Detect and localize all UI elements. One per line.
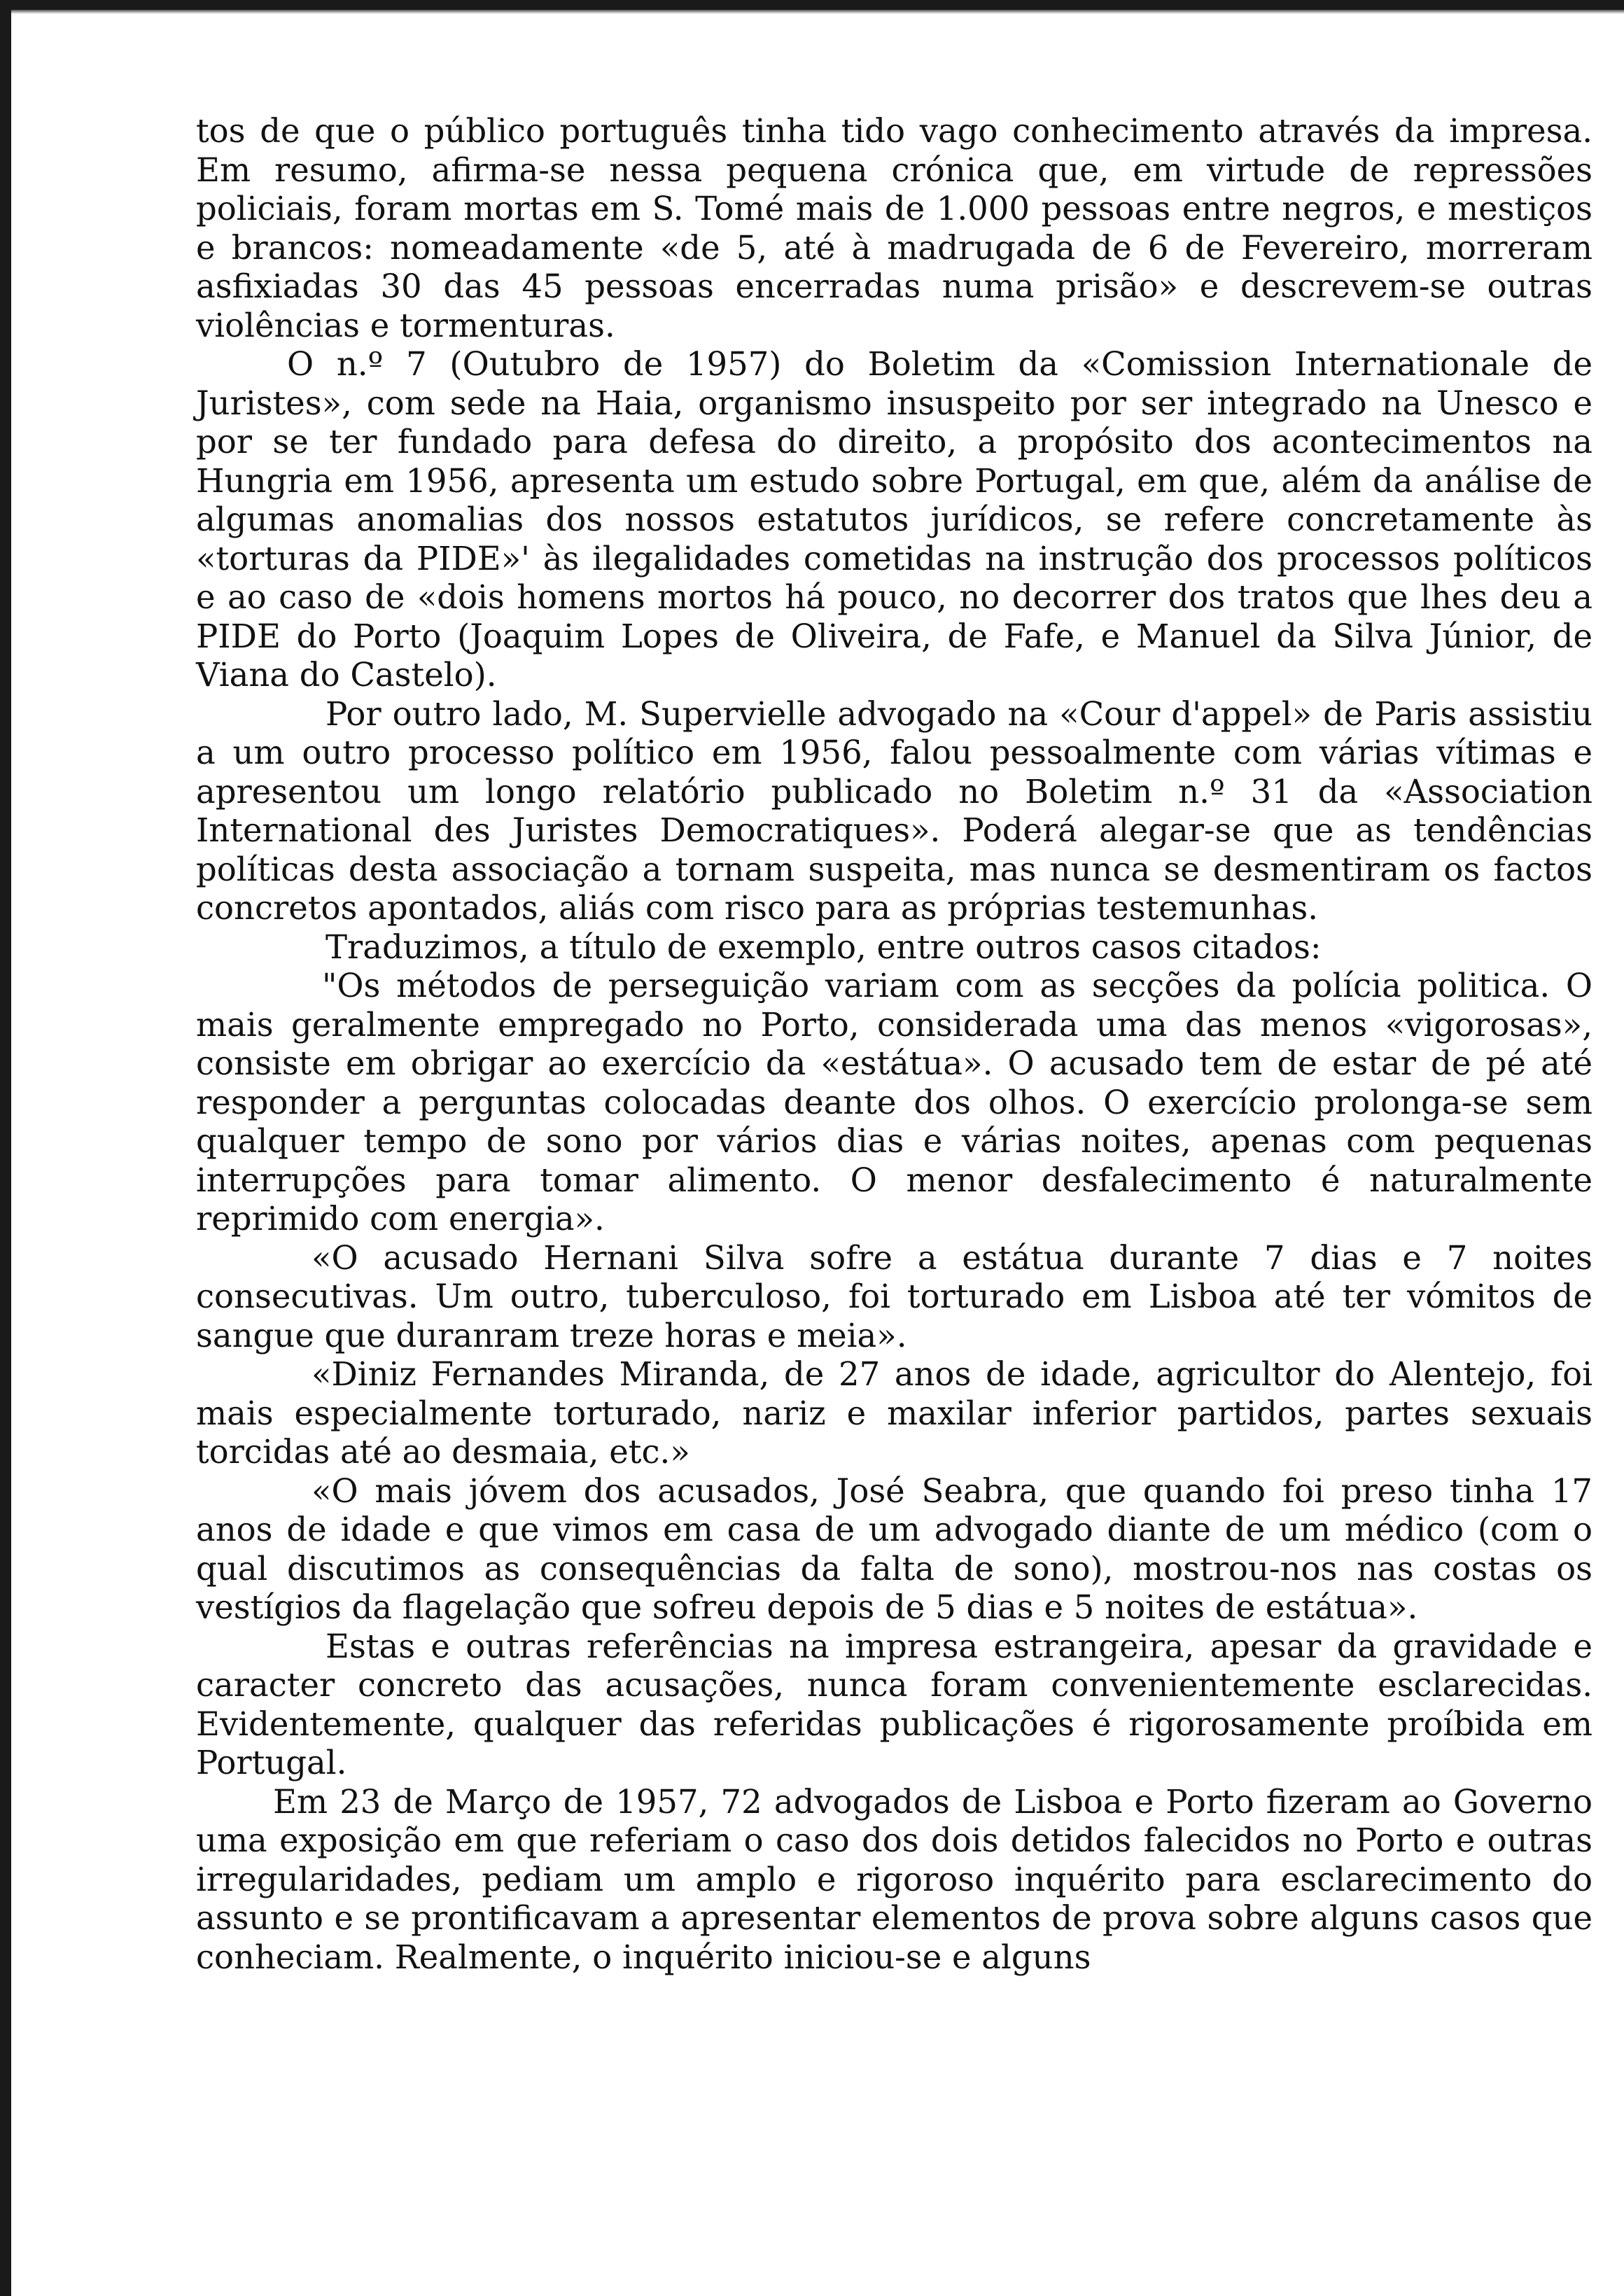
scan-border-shadow	[0, 10, 1624, 14]
scan-border-top	[0, 0, 1624, 10]
paragraph-1: tos de que o público português tinha tido vago conhecimento através da impresa. Em resumo, afirma-se nessa pequena crónica que, em virtude de repressões policiais, foram mortas em S. Tomé mais de 1.000 pessoas entre negros, e mestiços e brancos: nomeadamente «de 5, até à madrugada de 6 de Fevereiro, morreram asfixiadas 30 das 45 pessoas encerradas numa prisão» e descrevem-se outras violências e tormenturas.	[196, 112, 1592, 344]
paragraph-7: «Diniz Fernandes Miranda, de 27 anos de idade, agricultor do Alentejo, foi mais especialmente torturado, nariz e maxilar inferior partidos, partes sexuais torcidas até ao desmaia, etc.»	[196, 1355, 1592, 1471]
scan-border-left	[0, 0, 11, 2296]
paragraph-8: «O mais jóvem dos acusados, José Seabra, que quando foi preso tinha 17 anos de idade e que vimos em casa de um advogado diante de um médico (com o qual discutimos as consequências da falta de sono), mostrou-nos nas costas os vestígios da flagelação que sofreu depois de 5 dias e 5 noites de estátua».	[196, 1471, 1592, 1626]
paragraph-3: Por outro lado, M. Supervielle advogado na «Cour d'appel» de Paris assistiu a um outro processo político em 1956, falou pessoalmente com várias vítimas e apresentou um longo relatório publicado no Boletim n.º 31 da «Association International des Juristes Democratiques». Poderá alegar-se que as tendências políticas desta associação a tornam suspeita, mas nunca se desmentiram os factos concretos apontados, aliás com risco para as próprias testemunhas.	[196, 694, 1592, 927]
paragraph-5: "Os métodos de perseguição variam com as secções da polícia politica. O mais geralmente empregado no Porto, considerada uma das menos «vigorosas», consiste em obrigar ao exercício da «estátua». O acusado tem de estar de pé até responder a perguntas colocadas deante dos olhos. O exercício prolonga-se sem qualquer tempo de sono por vários dias e várias noites, apenas com pequenas interrupções para tomar alimento. O menor desfalecimento é naturalmente reprimido com energia».	[196, 967, 1592, 1238]
paragraph-6: «O acusado Hernani Silva sofre a estátua durante 7 dias e 7 noites consecutivas. Um outro, tuberculoso, foi torturado em Lisboa até ter vómitos de sangue que duranram treze horas e meia».	[196, 1238, 1592, 1354]
paragraph-9: Estas e outras referências na impresa estrangeira, apesar da gravidade e caracter concreto das acusações, nunca foram convenientemente esclarecidas. Evidentemente, qualquer das referidas publicações é rigorosamente proíbida em Portugal.	[196, 1627, 1592, 1782]
paragraph-2: O n.º 7 (Outubro de 1957) do Boletim da «Comission Internationale de Juristes», com sede na Haia, organismo insuspeito por ser integrado na Unesco e por se ter fundado para defesa do direito, a propósito dos acontecimentos na Hungria em 1956, apresenta um estudo sobre Portugal, em que, além da análise de algumas anomalias dos nossos estatutos jurídicos, se refere concretamente às «torturas da PIDE»' às ilegalidades cometidas na instrução dos processos políticos e ao caso de «dois homens mortos há pouco, no decorrer dos tratos que lhes deu a PIDE do Porto (Joaquim Lopes de Oliveira, de Fafe, e Manuel da Silva Júnior, de Viana do Castelo).	[196, 345, 1592, 694]
document-body	[196, 112, 1592, 1977]
paragraph-10: Em 23 de Março de 1957, 72 advogados de Lisboa e Porto fizeram ao Governo uma exposição em que referiam o caso dos dois detidos falecidos no Porto e outras irregularidades, pediam um amplo e rigoroso inquérito para esclarecimento do assunto e se prontificavam a apresentar elementos de prova sobre alguns casos que conheciam. Realmente, o inquérito iniciou-se e alguns	[196, 1782, 1592, 1976]
paragraph-4: Traduzimos, a título de exemplo, entre outros casos citados:	[326, 927, 1322, 966]
